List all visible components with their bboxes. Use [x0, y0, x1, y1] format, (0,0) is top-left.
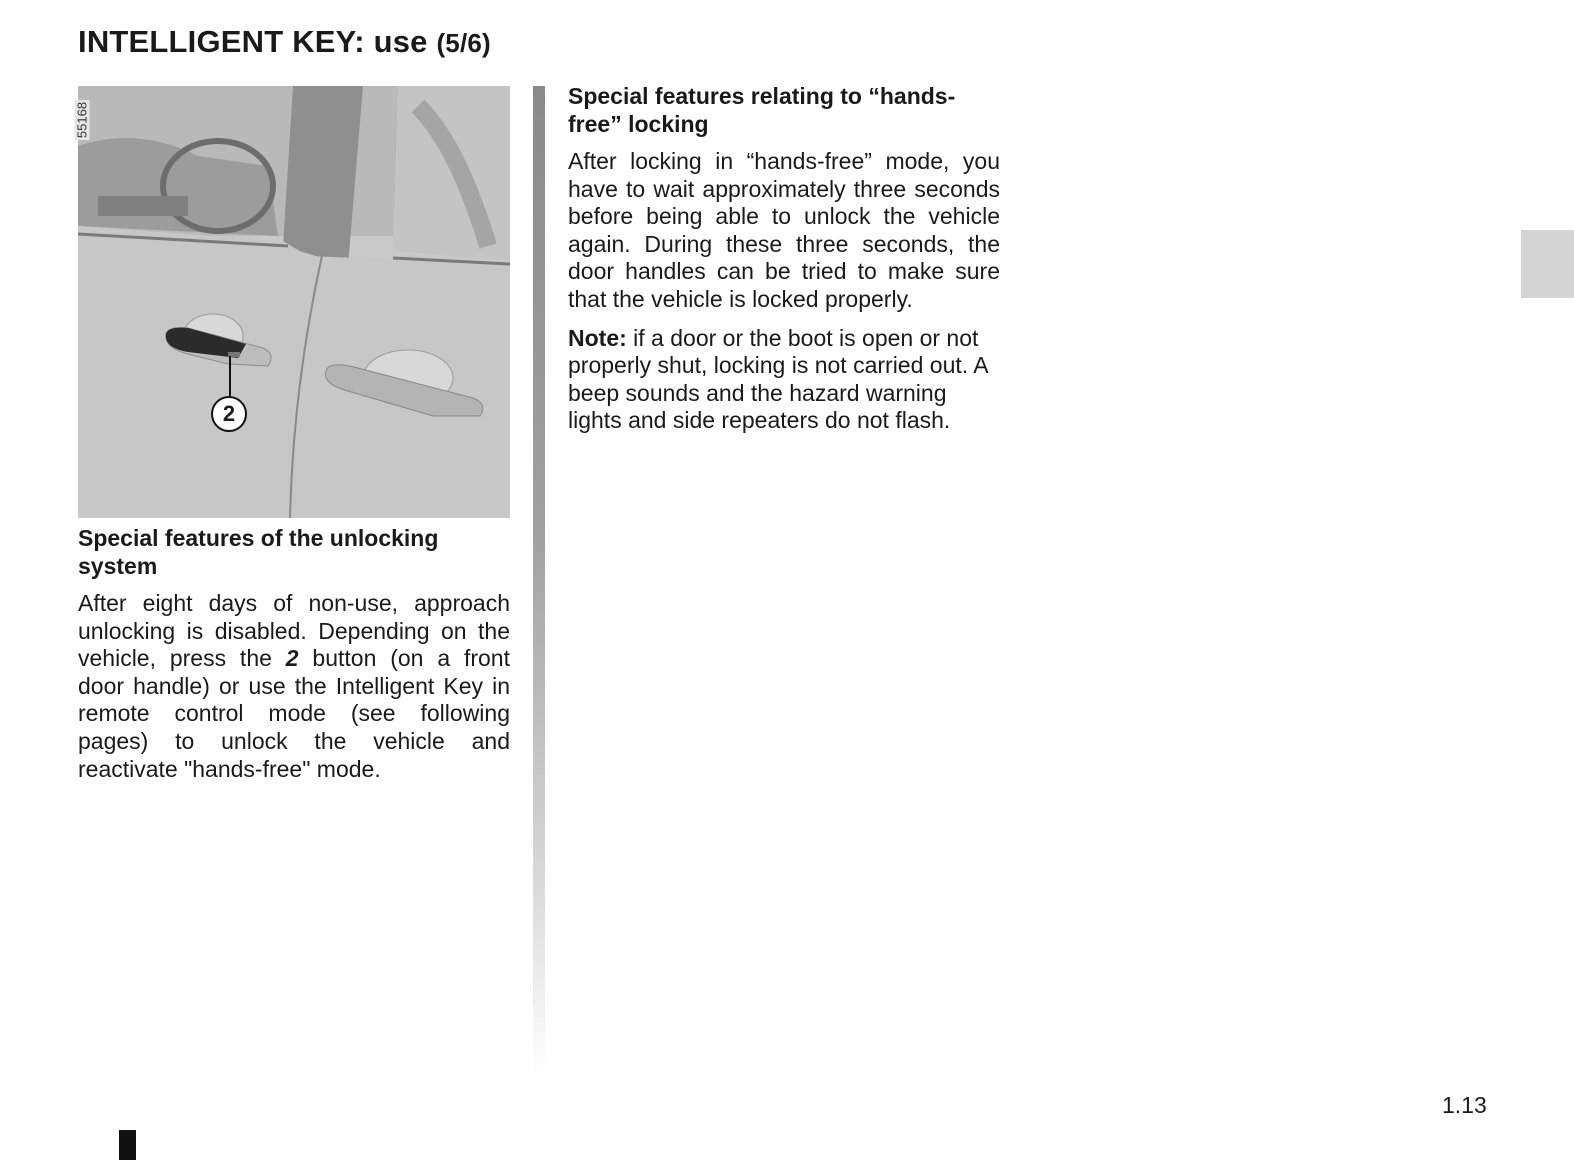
page-title-text: INTELLIGENT KEY: use [78, 24, 428, 59]
unlocking-text-2: button (on a front door handle) or use the Intelligent Key in remote control mode (see following pages) to unlock the vehicle and reactivate "hands-free" mode. [78, 645, 510, 782]
b-pillar [283, 86, 363, 266]
hands-free-heading: Special features relating to “hands-free” locking [568, 83, 956, 137]
button-ref-2: 2 [285, 645, 299, 672]
right-column [568, 82, 1000, 446]
door-handle-illustration [78, 86, 510, 518]
unlocking-text-1: After eight days of non-use, approach unlocking is disabled. Depending on the vehicle, press the [78, 590, 510, 672]
footer-mark [119, 1130, 136, 1160]
unlocking-paragraph [78, 590, 510, 783]
page-part: (5/6) [436, 28, 491, 58]
section-tab [1521, 230, 1574, 298]
page-number: 1.13 [1442, 1092, 1487, 1118]
figure-number: 55168 [74, 101, 90, 139]
unlocking-heading: Special features of the unlocking system [78, 525, 439, 579]
hands-free-paragraph: After locking in “hands-free” mode, you have to wait approximately three seconds before being able to unlock the vehicle again. During these three seconds, the door handles can be tried to make sure that the vehicle is locked properly. [568, 148, 1000, 312]
dashboard [98, 196, 188, 216]
column-divider [533, 86, 545, 1076]
note-paragraph [568, 325, 1000, 435]
note-text: if a door or the boot is open or not properly shut, locking is not carried out. A beep sounds and the hazard warning lights and side repeaters do not flash. [568, 324, 988, 434]
page-title [78, 24, 491, 60]
note-label: Note: [568, 324, 627, 351]
left-column [78, 524, 510, 794]
callout-2: 2 [211, 396, 247, 432]
door-illustration-svg [78, 86, 510, 518]
